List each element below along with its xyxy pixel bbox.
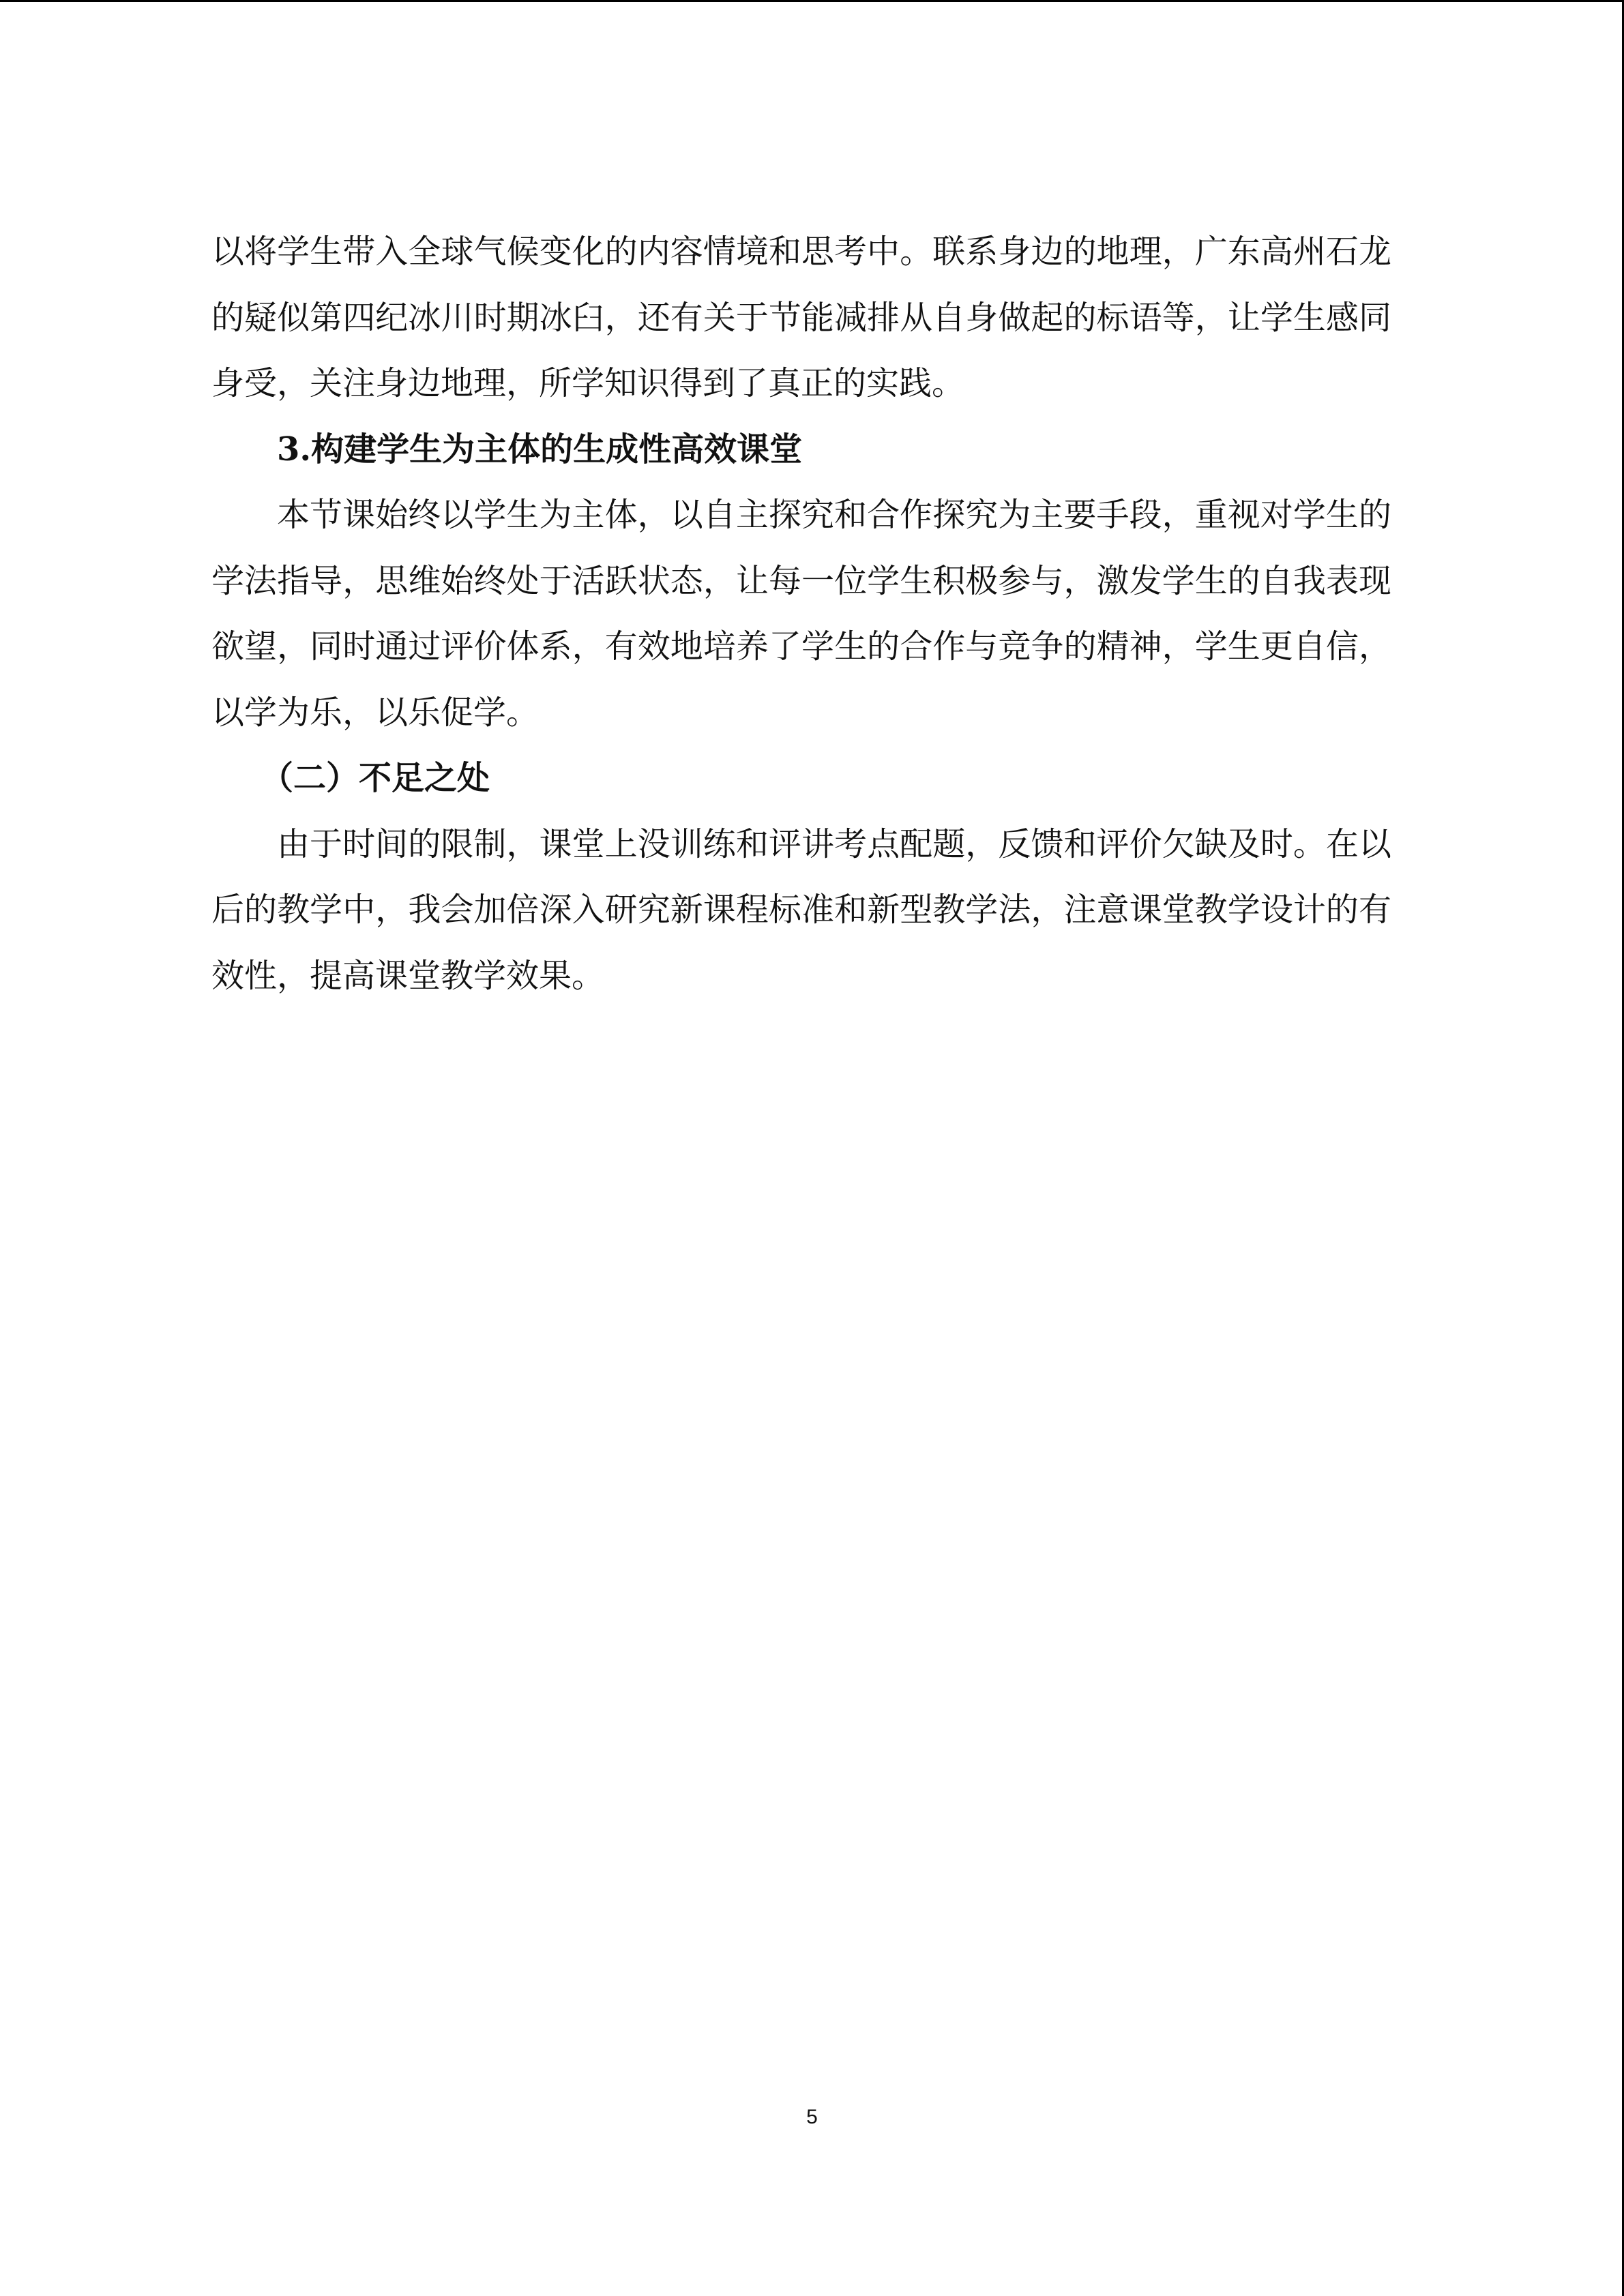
paragraph-student-centered: 本节课始终以学生为主体，以自主探究和合作探究为主要手段，重视对学生的学法指导，思维始终处于活跃状态，让每一位学生积极参与，激发学生的自我表现欲望，同时通过评价体系，有效地培养了学生的合作与竞争的精神，学生更自信，以学为乐，以乐促学。 xyxy=(211,496,1391,732)
section-heading-shortcomings: （二）不足之处 xyxy=(261,759,490,797)
page-body xyxy=(211,219,1391,1009)
paragraph-continuation: 以将学生带入全球气候变化的内容情境和思考中。联系身边的地理，广东高州石龙的疑似第四纪冰川时期冰臼，还有关于节能减排从自身做起的标语等，让学生感同身受，关注身边地理，所学知识得到了真正的实践。 xyxy=(211,233,1391,402)
paragraph-shortcomings: 由于时间的限制，课堂上没训练和评讲考点配题，反馈和评价欠缺及时。在以后的教学中，我会加倍深入研究新课程标准和新型教学法，注意课堂教学设计的有效性，提高课堂教学效果。 xyxy=(211,824,1391,995)
section-heading-3: 3.构建学生为主体的生成性高效课堂 xyxy=(277,430,803,468)
page-number: 5 xyxy=(806,2106,818,2128)
